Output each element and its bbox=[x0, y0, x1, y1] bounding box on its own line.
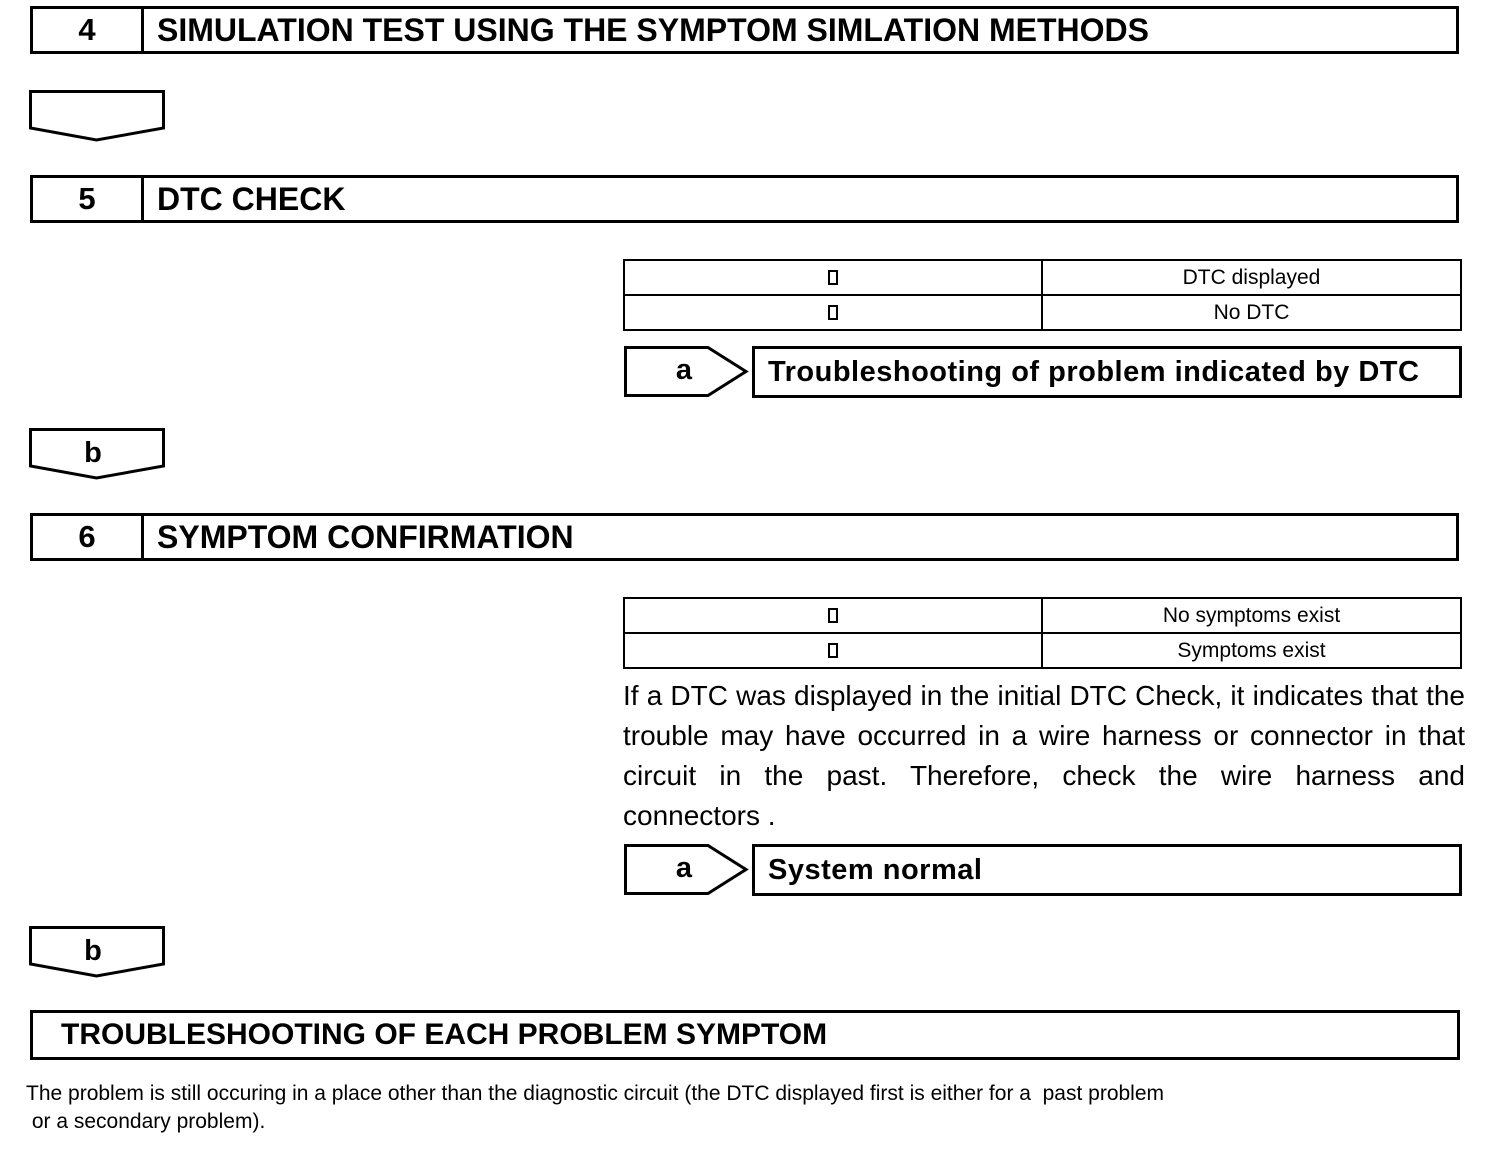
result-cell: DTC displayed bbox=[1042, 260, 1461, 295]
step-number: 4 bbox=[33, 9, 144, 51]
branch-result-box: Troubleshooting of problem indicated by DTC bbox=[752, 346, 1462, 398]
branch-label: a bbox=[675, 354, 693, 386]
table-row bbox=[624, 598, 1461, 633]
result-code-cell bbox=[624, 598, 1042, 633]
branch-tag-a bbox=[624, 346, 750, 398]
result-code-cell bbox=[624, 295, 1042, 330]
description-line: The problem is still occuring in a place other than the diagnostic circuit (the DTC displayed first is either for a past problem bbox=[26, 1082, 1165, 1105]
down-arrow-icon bbox=[29, 90, 165, 142]
step-title: DTC CHECK bbox=[157, 180, 346, 217]
step-4-header bbox=[30, 6, 1459, 54]
result-cell: No DTC bbox=[1042, 295, 1461, 330]
dtc-note-paragraph: If a DTC was displayed in the initial DTC Check, it indicates that the trouble may have occurred in a wire harness or connector in that circuit in the past. Therefore, check the wire harness and connectors . bbox=[623, 680, 1465, 831]
result-code-cell bbox=[624, 260, 1042, 295]
step-number: 5 bbox=[33, 178, 144, 220]
branch-result-box: System normal bbox=[752, 844, 1462, 896]
final-step-header: TROUBLESHOOTING OF EACH PROBLEM SYMPTOM bbox=[30, 1010, 1460, 1060]
branch-label: a bbox=[675, 852, 693, 884]
branch-tag-a bbox=[624, 844, 750, 896]
step-title: SIMULATION TEST USING THE SYMPTOM SIMLATION METHODS bbox=[157, 11, 1149, 48]
table-row bbox=[624, 260, 1461, 295]
result-cell: Symptoms exist bbox=[1042, 633, 1461, 668]
symptom-result-table bbox=[623, 597, 1462, 669]
flow-label: b bbox=[84, 935, 102, 967]
final-description bbox=[26, 1080, 1346, 1136]
code-mark-icon bbox=[828, 643, 838, 658]
flow-label: b bbox=[84, 437, 102, 469]
code-mark-icon bbox=[828, 608, 838, 623]
flow-down-arrow bbox=[29, 428, 165, 480]
flow-down-arrow bbox=[29, 926, 165, 978]
result-cell: No symptoms exist bbox=[1042, 598, 1461, 633]
step-title: SYMPTOM CONFIRMATION bbox=[157, 518, 574, 555]
step-6-header bbox=[30, 513, 1459, 561]
flow-down-arrow bbox=[29, 90, 165, 142]
result-code-cell bbox=[624, 633, 1042, 668]
code-mark-icon bbox=[828, 270, 838, 285]
code-mark-icon bbox=[828, 305, 838, 320]
step-5-header bbox=[30, 175, 1459, 223]
table-row bbox=[624, 295, 1461, 330]
description-line: or a secondary problem). bbox=[26, 1110, 266, 1133]
dtc-check-result-table bbox=[623, 259, 1462, 331]
step-number: 6 bbox=[33, 516, 144, 558]
table-row bbox=[624, 633, 1461, 668]
